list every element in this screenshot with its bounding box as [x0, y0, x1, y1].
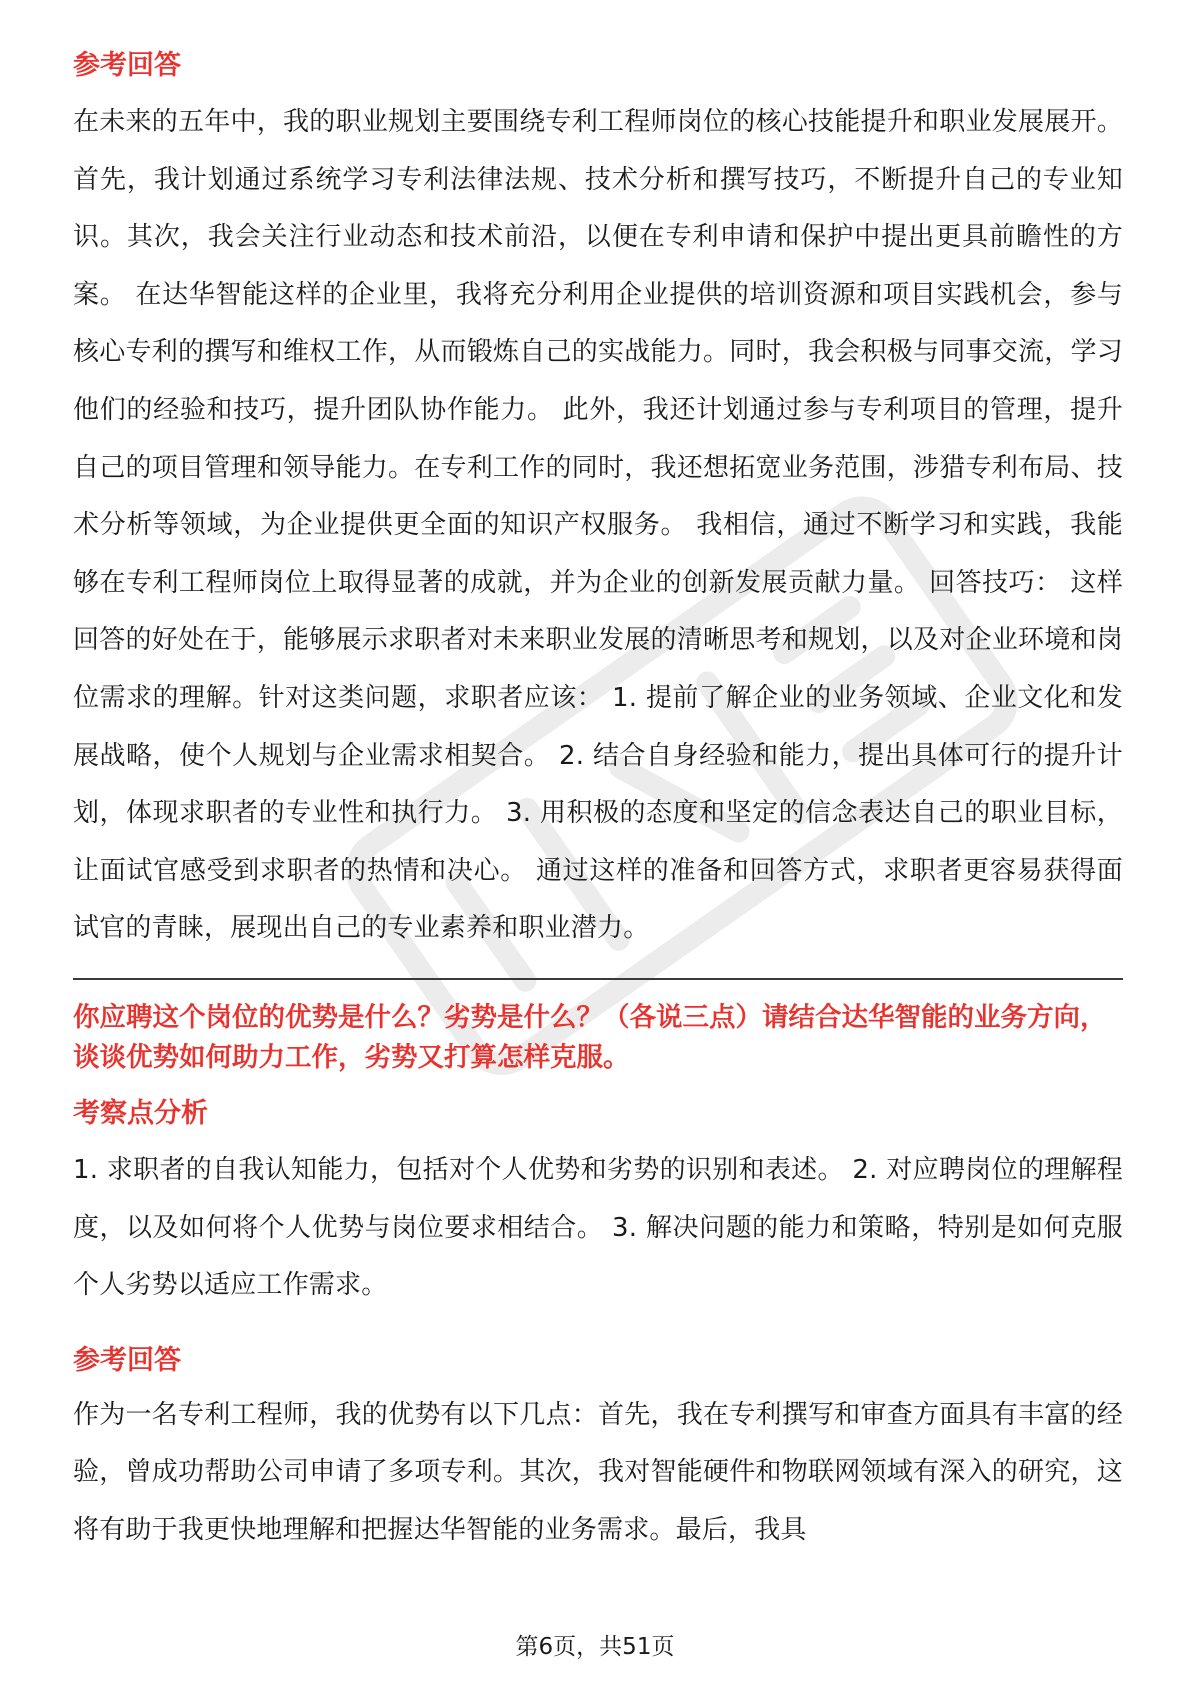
reference-answer-text: 在未来的五年中，我的职业规划主要围绕专利工程师岗位的核心技能提升和职业发展展开。首先，我计划通过系统学习专利法律法规、技术分析和撰写技巧，不断提升自己的专业知识。其次，我会关注行业动态和技术前沿，以便在专利申请和保护中提出更具前瞻性的方案。 在达华智能这样的企业里，我将充分利用企业提供的培训资源和项目实践机会，参与核心专利的撰写和维权工作，从而锻炼自己的实战能力。同时，我会积极与同事交流，学习他们的经验和技巧，提升团队协作能力。 此外，我还计划通过参与专利项目的管理，提升自己的项目管理和领导能力。在专利工作的同时，我还想拓宽业务范围，涉猎专利布局、技术分析等领域，为企业提供更全面的知识产权服务。 我相信，通过不断学习和实践，我能够在专利工程师岗位上取得显著的成就，并为企业的创新发展贡献力量。 回答技巧： 这样回答的好处在于，能够展示求职者对未来职业发展的清晰思考和规划，以及对企业环境和岗位需求的理解。针对这类问题，求职者应该： 1. 提前了解企业的业务领域、企业文化和发展战略，使个人规划与企业需求相契合。 2. 结合自身经验和能力，提出具体可行的提升计划，体现求职者的专业性和执行力。 3. 用积极的态度和坚定的信念表达自己的职业目标，让面试官感受到求职者的热情和决心。 通过这样的准备和回答方式，求职者更容易获得面试官的青睐，展现出自己的专业素养和职业潜力。 — [73, 107, 1124, 944]
reference-answer-heading: 参考回答 — [73, 50, 181, 81]
reference-answer-text-2: 作为一名专利工程师，我的优势有以下几点：首先，我在专利撰写和审查方面具有丰富的经验，曾成功帮助公司申请了多项专利。其次，我对智能硬件和物联网领域有深入的研究，这将有助于我更快地理解和把握达华智能的业务需求。最后，我具 — [73, 1399, 1123, 1545]
reference-answer-heading-2: 参考回答 — [73, 1344, 181, 1376]
analysis-heading: 考察点分析 — [73, 1097, 208, 1129]
section-divider — [73, 978, 1123, 980]
analysis-text: 1. 求职者的自我认知能力，包括对个人优势和劣势的识别和表述。 2. 对应聘岗位的理解程度，以及如何将个人优势与岗位要求相结合。 3. 解决问题的能力和策略，特别是如何克服个人劣势以适应工作需求。 — [73, 1154, 1123, 1301]
main-content — [73, 46, 1123, 1559]
interview-question: 你应聘这个岗位的优势是什么？劣势是什么？（各说三点）请结合达华智能的业务方向，谈谈优势如何助力工作，劣势又打算怎样克服。 — [73, 1001, 1107, 1073]
page-number: 第6页，共51页 — [515, 1634, 675, 1660]
